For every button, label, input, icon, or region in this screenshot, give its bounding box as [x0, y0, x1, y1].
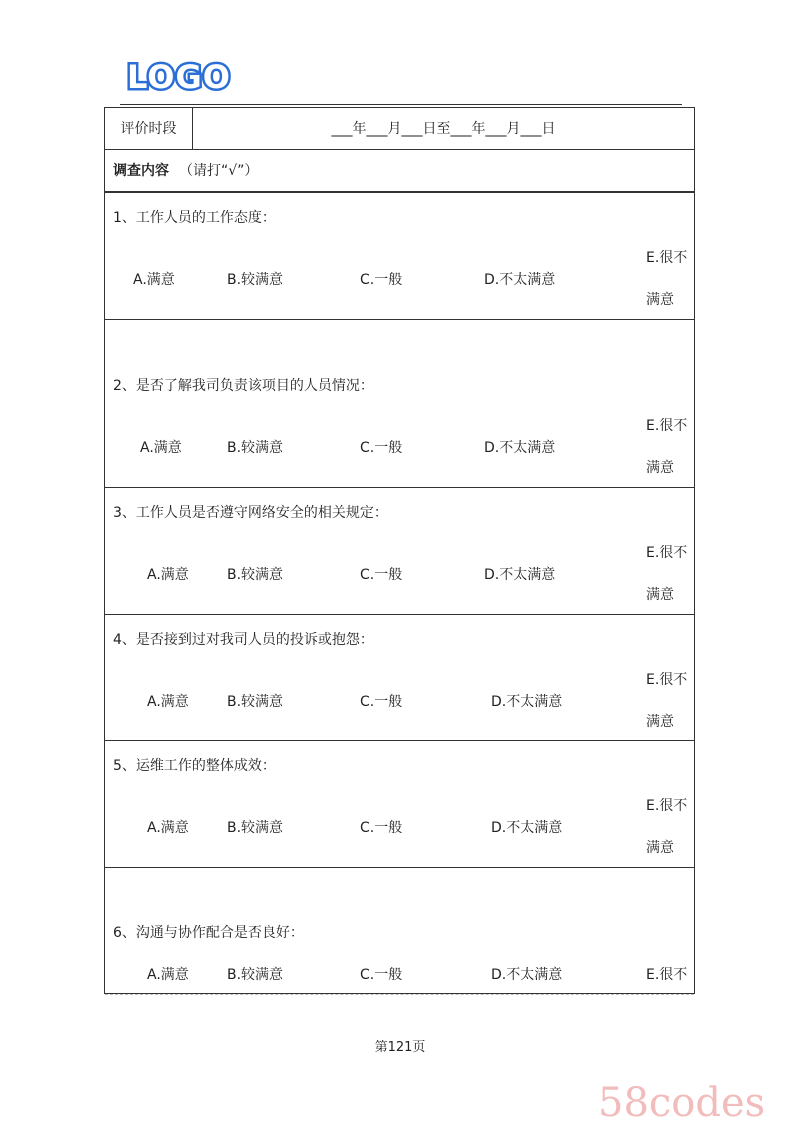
option-d[interactable]: D.不太满意: [491, 820, 563, 836]
section-title: [113, 150, 258, 192]
header-rule: [120, 104, 682, 105]
option-a[interactable]: A.满意: [147, 694, 189, 710]
option-e-line1: E.很不: [646, 250, 688, 266]
option-b[interactable]: B.较满意: [227, 694, 284, 710]
watermark: 58codes: [598, 1080, 766, 1126]
question-row-3: [105, 488, 694, 615]
option-b[interactable]: B.较满意: [227, 567, 284, 583]
survey-table: [104, 107, 695, 994]
option-e[interactable]: [646, 532, 692, 616]
option-a[interactable]: A.满意: [140, 440, 182, 456]
question-text: 1、工作人员的工作态度：: [113, 210, 276, 226]
question-row-4: [105, 615, 694, 741]
question-text: 4、是否接到过对我司人员的投诉或抱怨：: [113, 632, 374, 648]
logo: LOGO: [127, 58, 231, 96]
option-a[interactable]: A.满意: [133, 272, 175, 288]
section-row: [105, 150, 694, 193]
question-text: 3、工作人员是否遵守网络安全的相关规定：: [113, 505, 388, 521]
option-d[interactable]: D.不太满意: [484, 567, 556, 583]
option-e[interactable]: [646, 237, 692, 321]
question-text: 2、是否了解我司负责该项目的人员情况：: [113, 378, 374, 394]
option-d[interactable]: D.不太满意: [484, 440, 556, 456]
option-e[interactable]: [646, 954, 692, 996]
period-value: ___年___月___日至___年___月___日: [331, 121, 556, 137]
option-e-line1: E.很不: [646, 798, 688, 814]
option-e-line2: 满意: [646, 587, 674, 603]
option-c[interactable]: C.一般: [360, 440, 403, 456]
section-title-text: 调查内容: [113, 163, 169, 179]
option-d[interactable]: D.不太满意: [484, 272, 556, 288]
option-e-line1: E.很不: [646, 672, 688, 688]
option-c[interactable]: C.一般: [360, 272, 403, 288]
option-a[interactable]: A.满意: [147, 567, 189, 583]
option-c[interactable]: C.一般: [360, 820, 403, 836]
option-e[interactable]: [646, 785, 692, 869]
period-label: 评价时段: [105, 108, 193, 150]
option-e[interactable]: [646, 405, 692, 489]
option-c[interactable]: C.一般: [360, 567, 403, 583]
period-row: [105, 108, 694, 150]
section-hint: （请打“√”）: [179, 163, 259, 179]
page-number: 第121页: [374, 1040, 426, 1055]
question-row-1: [105, 193, 694, 320]
question-text: 6、沟通与协作配合是否良好：: [113, 925, 304, 941]
page-break-rule: [105, 994, 694, 995]
option-e-line1: E.很不: [646, 967, 688, 983]
option-e-line2: 满意: [646, 292, 674, 308]
option-e-line2: 满意: [646, 840, 674, 856]
question-row-2: [105, 320, 694, 488]
option-e-line2: 满意: [646, 460, 674, 476]
option-a[interactable]: A.满意: [147, 820, 189, 836]
option-d[interactable]: D.不太满意: [491, 967, 563, 983]
option-e[interactable]: [646, 659, 692, 743]
option-c[interactable]: C.一般: [360, 694, 403, 710]
option-e-line1: E.很不: [646, 545, 688, 561]
question-row-6: [105, 868, 694, 993]
option-b[interactable]: B.较满意: [227, 967, 284, 983]
question-row-5: [105, 741, 694, 868]
option-b[interactable]: B.较满意: [227, 272, 284, 288]
option-e-line1: E.很不: [646, 418, 688, 434]
option-b[interactable]: B.较满意: [227, 820, 284, 836]
question-text: 5、运维工作的整体成效：: [113, 758, 276, 774]
option-d[interactable]: D.不太满意: [491, 694, 563, 710]
option-c[interactable]: C.一般: [360, 967, 403, 983]
option-e-line2: 满意: [646, 714, 674, 730]
option-a[interactable]: A.满意: [147, 967, 189, 983]
option-b[interactable]: B.较满意: [227, 440, 284, 456]
